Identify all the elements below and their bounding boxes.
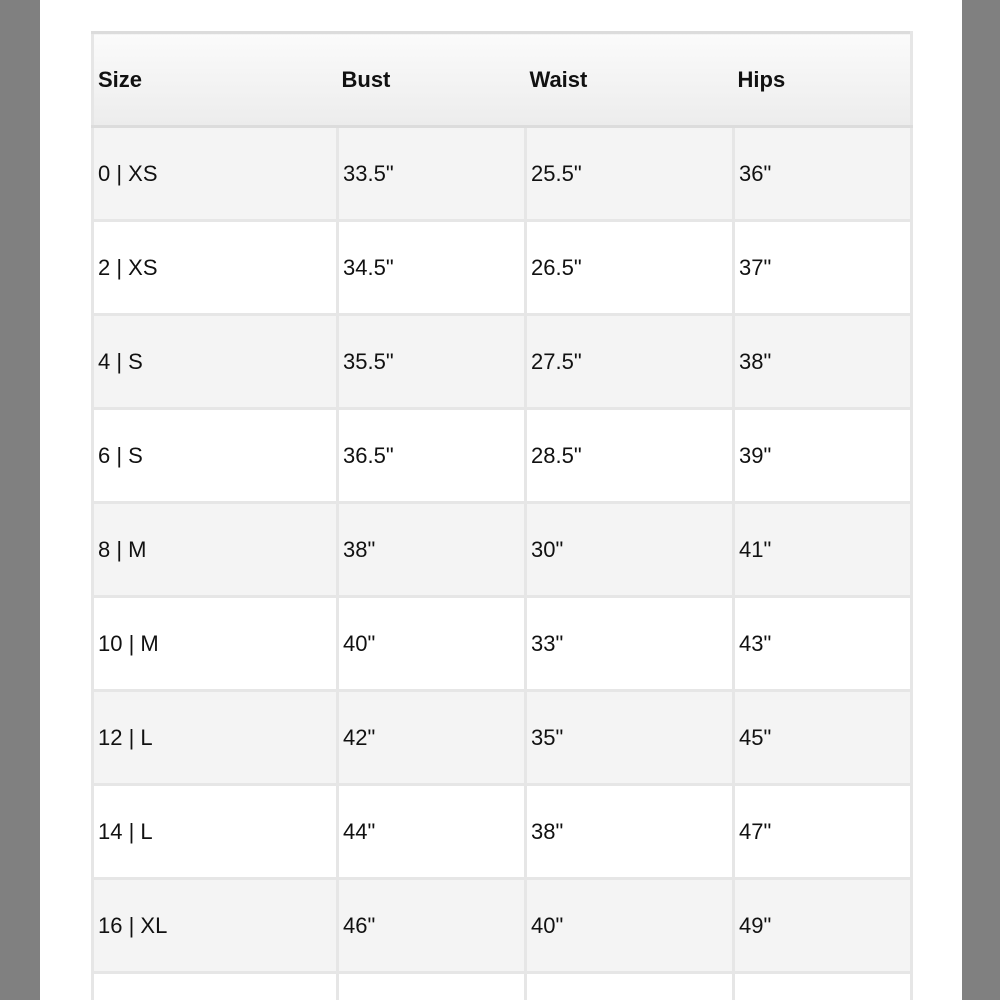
table-row xyxy=(93,127,912,221)
table-row xyxy=(93,409,912,503)
table-row xyxy=(93,973,912,1000)
table-row xyxy=(93,315,912,409)
cell-hips: 45" xyxy=(734,691,912,785)
cell-hips: 37" xyxy=(734,221,912,315)
table-row xyxy=(93,597,912,691)
cell-waist: 30" xyxy=(526,503,734,597)
cell-bust xyxy=(338,973,526,1000)
cell-size: 0 | XS xyxy=(93,127,338,221)
cell-bust: 44" xyxy=(338,785,526,879)
cell-hips: 43" xyxy=(734,597,912,691)
cell-size xyxy=(93,973,338,1000)
cell-waist: 38" xyxy=(526,785,734,879)
table-row xyxy=(93,879,912,973)
cell-size: 2 | XS xyxy=(93,221,338,315)
cell-hips: 47" xyxy=(734,785,912,879)
cell-waist xyxy=(526,973,734,1000)
cell-hips: 38" xyxy=(734,315,912,409)
table-row xyxy=(93,221,912,315)
cell-bust: 38" xyxy=(338,503,526,597)
cell-bust: 36.5" xyxy=(338,409,526,503)
cell-bust: 33.5" xyxy=(338,127,526,221)
table-row xyxy=(93,785,912,879)
cell-bust: 46" xyxy=(338,879,526,973)
cell-waist: 28.5" xyxy=(526,409,734,503)
cell-hips: 49" xyxy=(734,879,912,973)
cell-bust: 35.5" xyxy=(338,315,526,409)
cell-size: 16 | XL xyxy=(93,879,338,973)
cell-waist: 40" xyxy=(526,879,734,973)
cell-hips: 41" xyxy=(734,503,912,597)
cell-hips xyxy=(734,973,912,1000)
header-size: Size xyxy=(93,33,338,127)
cell-size: 14 | L xyxy=(93,785,338,879)
table-row xyxy=(93,503,912,597)
cell-size: 4 | S xyxy=(93,315,338,409)
cell-size: 12 | L xyxy=(93,691,338,785)
cell-bust: 42" xyxy=(338,691,526,785)
cell-waist: 27.5" xyxy=(526,315,734,409)
header-waist: Waist xyxy=(526,33,734,127)
table-row xyxy=(93,691,912,785)
cell-waist: 26.5" xyxy=(526,221,734,315)
cell-hips: 36" xyxy=(734,127,912,221)
cell-size: 6 | S xyxy=(93,409,338,503)
cell-waist: 33" xyxy=(526,597,734,691)
cell-bust: 34.5" xyxy=(338,221,526,315)
cell-bust: 40" xyxy=(338,597,526,691)
header-bust: Bust xyxy=(338,33,526,127)
table-body xyxy=(93,127,912,1000)
size-chart-table xyxy=(91,31,913,1000)
cell-size: 10 | M xyxy=(93,597,338,691)
table-header-row xyxy=(93,33,912,127)
cell-waist: 25.5" xyxy=(526,127,734,221)
cell-waist: 35" xyxy=(526,691,734,785)
page-content xyxy=(40,0,962,1000)
header-hips: Hips xyxy=(734,33,912,127)
cell-hips: 39" xyxy=(734,409,912,503)
cell-size: 8 | M xyxy=(93,503,338,597)
